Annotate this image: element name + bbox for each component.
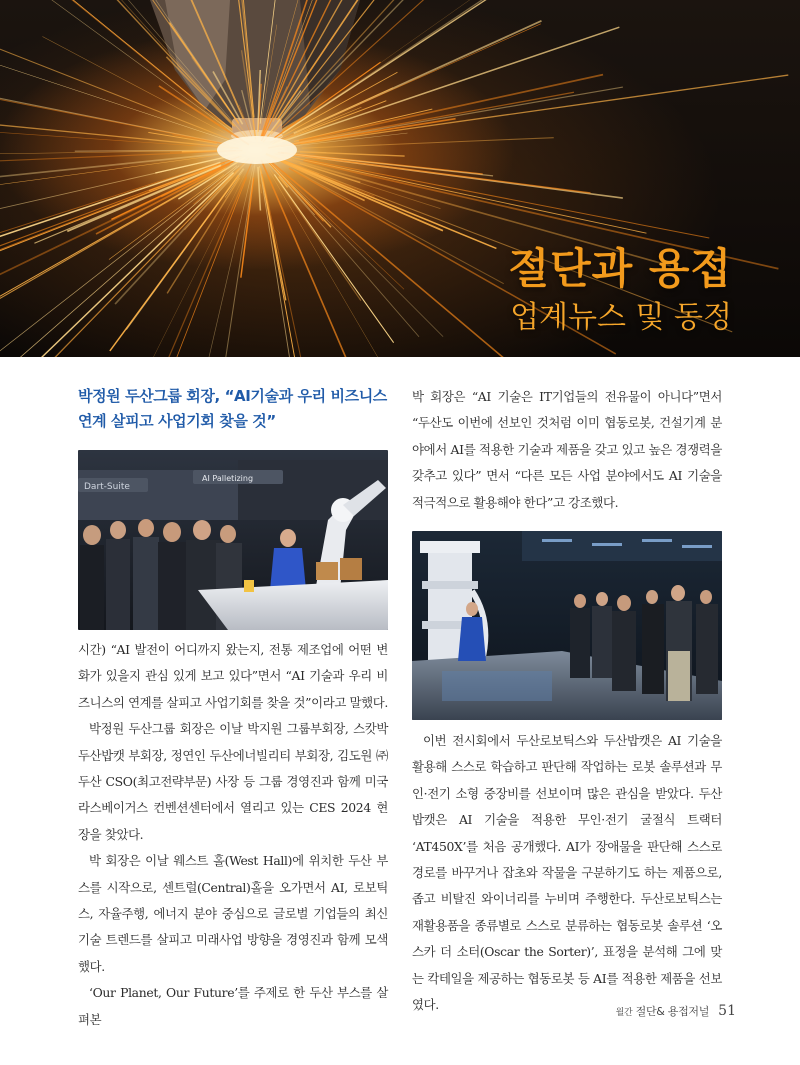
spark-line xyxy=(110,175,239,351)
spark-line xyxy=(305,159,709,238)
left-column xyxy=(78,384,388,1033)
paragraph: 박 회장은 이날 웨스트 홀(West Hall)에 위치한 두산 부스를 시작으로, 센트럴(Central)홀을 오가면서 AI, 로보틱스, 자율주행, 에너지 분야 중심으로 글로벌 기업들의 최신기술 트렌드를 살피고 미래사업 방향을 경영진과 함께 모색했다. xyxy=(78,853,388,974)
magazine-title: 절단& 용접저널 xyxy=(635,1005,710,1018)
spark-line xyxy=(263,156,443,337)
section-subtitle: 업계뉴스 및 동정 xyxy=(510,300,732,335)
spark-line xyxy=(148,132,217,143)
hero-banner xyxy=(0,0,800,357)
spark-line xyxy=(260,184,261,193)
magazine-prefix: 월간 xyxy=(615,1008,633,1018)
spark-line xyxy=(34,165,221,243)
article-body-right-top xyxy=(412,384,722,516)
booth-photo-exhibition xyxy=(412,531,722,720)
booth-sign-dart-suite: Dart-Suite xyxy=(84,482,130,492)
paragraph: 박 회장은 “AI 기술은 IT기업들의 전유물이 아니다”면서 “두산도 이번에 선보인 것처럼 이미 협동로봇, 건설기계 분야에서 AI를 적용한 기술과 제품을 갖고 있고 높은 경쟁력을 갖추고 있다” 면서 “다른 모든 사업 분야에서도 AI 기술을 적극적으로 활용해야 한다”고 강조했다. xyxy=(412,389,722,510)
paragraph: 이번 전시회에서 두산로보틱스와 두산밥캣은 AI 기술을 활용해 스스로 학습하고 판단해 작업하는 로봇 솔루션과 무인·전기 소형 중장비를 선보이며 많은 관심을 받았다. 두산밥캣은 AI 기술을 적용한 무인·전기 굴절식 트랙터 ‘AT450X’를 처음 공개했다. AI가 장애물을 판단해 스스로 경로를 바꾸거나 잡초와 작물을 구분하기도 하는 제품으로, 좁고 비탈진 와이너리를 누비며 주행한다. 두산로보틱스는 재활용품을 종류별로 스스로 분류하는 협동로봇 솔루션 ‘오스카 더 소터(Oscar the Sorter)’, 표정을 분석해 그에 맞는 칵테일을 제공하는 협동로봇 등 AI를 적용한 제품을 선보였다. xyxy=(412,733,722,1013)
paragraph: 박정원 두산그룹 회장은 이날 박지원 그룹부회장, 스캇박 두산밥캣 부회장, 정연인 두산에너빌리티 부회장, 김도원 ㈜두산 CSO(최고전략부문) 사장 등 그룹 경영진과 함께 미국 라스베이거스 컨벤션센터에서 열리고 있는 CES 2024 현장을 찾았다. xyxy=(78,721,388,842)
page-footer xyxy=(616,1000,736,1019)
paragraph: 시간) “AI 발전이 어디까지 왔는지, 전통 제조업에 어떤 변화가 있을지 관심 있게 보고 있다”면서 “AI 기술과 우리 비즈니스의 연계를 살피고 사업기회를 찾을 것”이라고 말했다. xyxy=(78,642,388,710)
page-number: 51 xyxy=(718,1003,736,1019)
spark-line xyxy=(266,154,496,249)
spark-line xyxy=(269,163,331,228)
paragraph: ‘Our Planet, Our Future’를 주제로 한 두산 부스를 살펴본 xyxy=(78,985,388,1027)
magazine-name xyxy=(616,1005,709,1018)
right-column xyxy=(412,384,722,1019)
article-body-right-bottom xyxy=(412,728,722,1018)
spark-line xyxy=(275,170,315,215)
spark-line xyxy=(302,138,554,148)
spark-line xyxy=(0,151,242,165)
spark-line xyxy=(109,174,224,259)
booth-photo-palletizing xyxy=(78,450,388,630)
spark-line xyxy=(258,167,260,211)
cutting-point-glow xyxy=(217,136,297,164)
booth-sign-ai-palletizing: AI Palletizing xyxy=(202,474,254,483)
spark-line xyxy=(0,168,220,310)
section-title: 절단과 용접 xyxy=(508,244,732,293)
article-body-left xyxy=(78,637,388,1033)
spark-line xyxy=(300,152,405,156)
article-headline: 박정원 두산그룹 회장, “AI기술과 우리 비즈니스 연계 살피고 사업기회 찾을 것” xyxy=(78,387,387,430)
